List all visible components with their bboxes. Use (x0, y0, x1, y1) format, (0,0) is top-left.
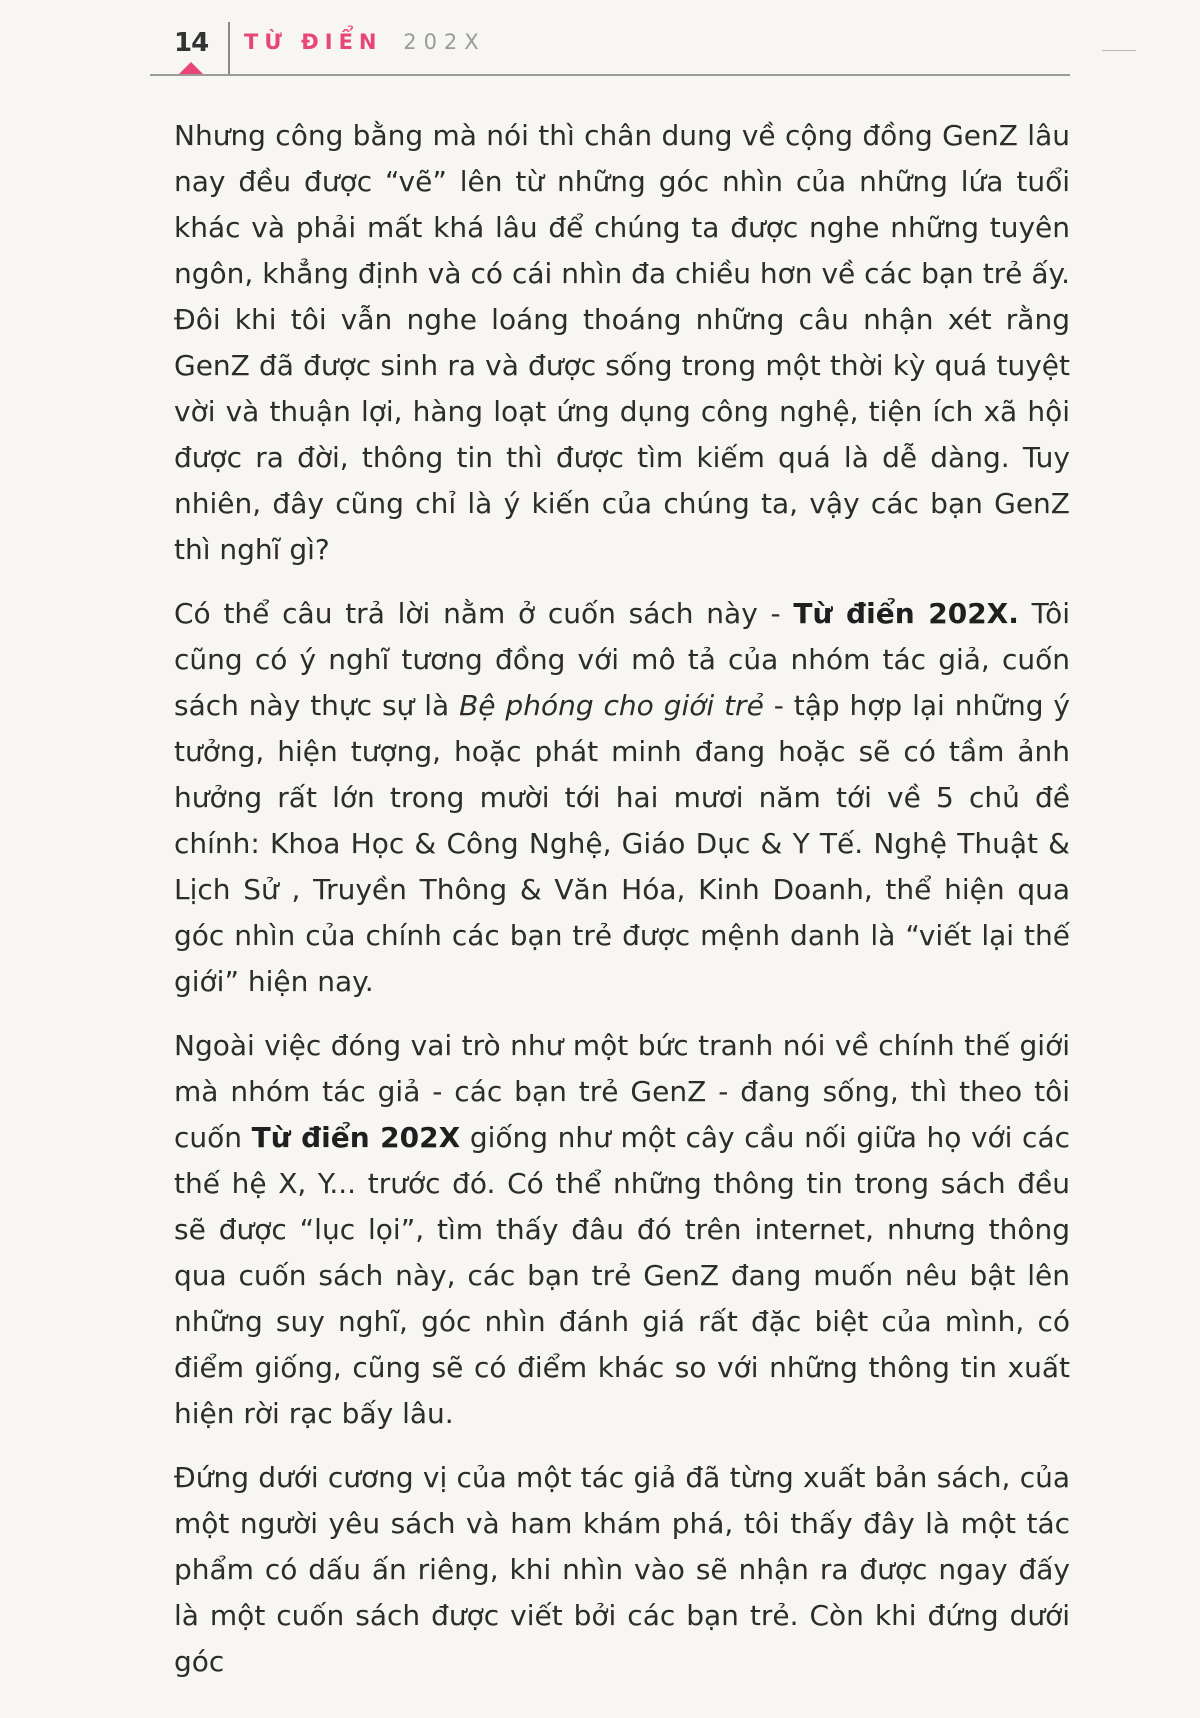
running-title-main: TỪ ĐIỂN (244, 30, 383, 54)
header-divider (228, 22, 230, 74)
italic-phrase: Bệ phóng cho giới trẻ (459, 689, 764, 722)
paragraph-1: Nhưng công bằng mà nói thì chân dung về cộng đồng GenZ lâu nay đều được “vẽ” lên từ những góc nhìn của những lứa tuổi khác và phải mất khá lâu để chúng ta được nghe những tuyên ngôn, khẳng định và có cái nhìn đa chiều hơn về các bạn trẻ ấy. Đôi khi tôi vẫn nghe loáng thoáng những câu nhận xét rằng GenZ đã được sinh ra và được sống trong một thời kỳ quá tuyệt vời và thuận lợi, hàng loạt ứng dụng công nghệ, tiện ích xã hội được ra đời, thông tin thì được tìm kiếm quá là dễ dàng. Tuy nhiên, đây cũng chỉ là ý kiến của chúng ta, vậy các bạn GenZ thì nghĩ gì? (174, 119, 1070, 566)
paragraph-2 (174, 591, 1070, 1005)
page-number: 14 (174, 28, 209, 58)
paragraph-3-text-1: Ngoài việc đóng vai trò như một bức tranh nói về chính thế giới mà nhóm tác giả - các bạn trẻ GenZ - đang sống, thì theo tôi cuốn (174, 1029, 1070, 1154)
paragraph-3-text-2: giống như một cây cầu nối giữa họ với các thế hệ X, Y... trước đó. Có thể những thông tin trong sách đều sẽ được “lục lọi”, tìm thấy đâu đó trên internet, nhưng thông qua cuốn sách này, các bạn trẻ GenZ đang muốn nêu bật lên những suy nghĩ, góc nhìn đánh giá rất đặc biệt của mình, có điểm giống, cũng sẽ có điểm khác so với những thông tin xuất hiện rời rạc bấy lâu. (174, 1121, 1071, 1430)
page-header (150, 22, 1070, 78)
paragraph-4: Đứng dưới cương vị của một tác giả đã từng xuất bản sách, của một người yêu sách và ham khám phá, tôi thấy đây là một tác phẩm có dấu ấn riêng, khi nhìn vào sẽ nhận ra được ngay đấy là một cuốn sách được viết bởi các bạn trẻ. Còn khi đứng dưới góc (174, 1461, 1070, 1678)
running-title (244, 30, 486, 54)
header-rule (150, 74, 1070, 76)
book-title: Từ điển 202X. (793, 597, 1019, 630)
running-title-sub: 202X (403, 30, 486, 54)
paragraph-3 (174, 1023, 1070, 1437)
paragraph-2-text-1: Có thể câu trả lời nằm ở cuốn sách này - (174, 597, 794, 630)
body-text (174, 113, 1070, 1703)
paragraph-2-text-2: Tôi cũng có ý nghĩ tương đồng với mô tả của nhóm tác giả, cuốn sách này thực sự là (174, 597, 1071, 722)
margin-mark (1102, 50, 1136, 51)
paragraph-2-text-3: - tập hợp lại những ý tưởng, hiện tượng, hoặc phát minh đang hoặc sẽ có tầm ảnh hưởng rất lớn trong mười tới hai mươi năm tới về 5 chủ đề chính: Khoa Học & Công Nghệ, Giáo Dục & Y Tế. Nghệ Thuật & Lịch Sử , Truyền Thông & Văn Hóa, Kinh Doanh, thể hiện qua góc nhìn của chính các bạn trẻ được mệnh danh là “viết lại thế giới” hiện nay. (174, 689, 1070, 998)
book-title: Từ điển 202X (251, 1121, 461, 1154)
